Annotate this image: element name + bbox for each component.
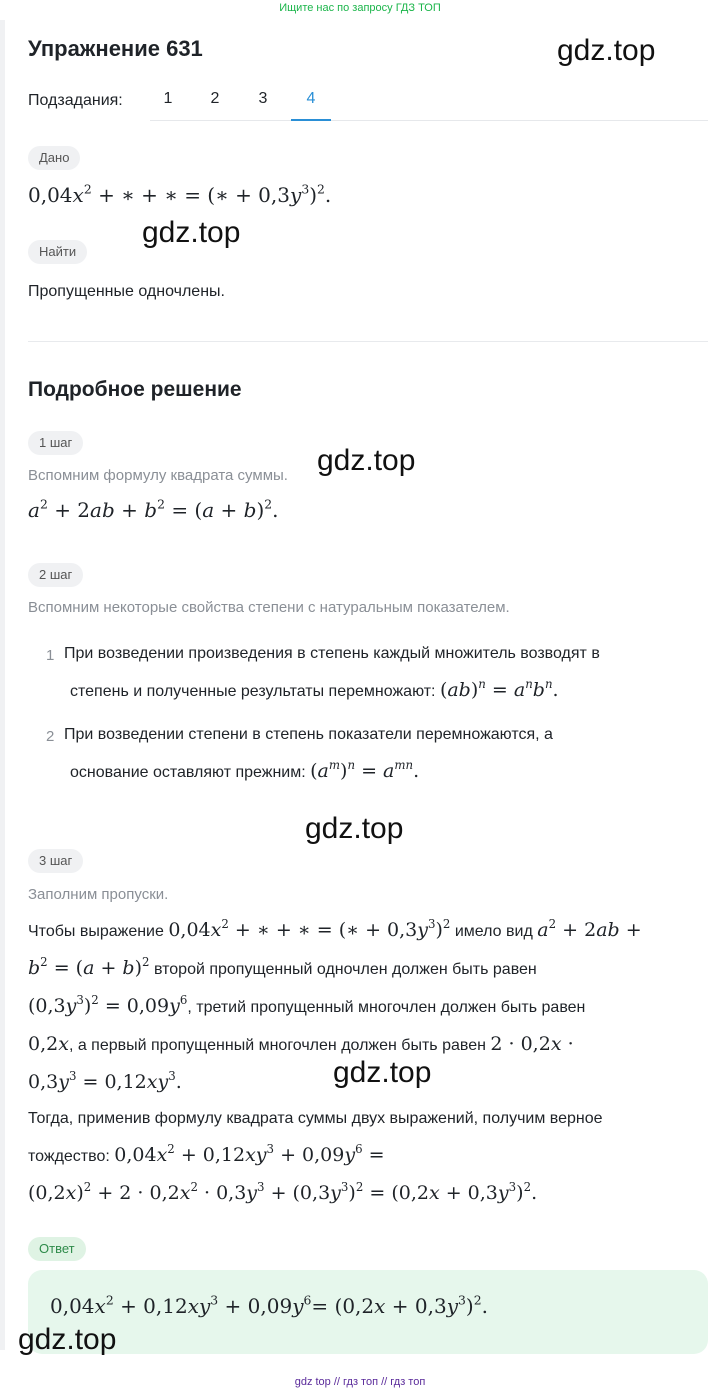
answer-chip: Ответ xyxy=(28,1237,86,1261)
list-item xyxy=(64,636,714,672)
tab-subtask-3[interactable]: 3 xyxy=(258,90,268,107)
step1-hint: Вспомним формулу квадрата суммы. xyxy=(28,467,288,484)
text-fragment: Чтобы выражение xyxy=(28,923,164,940)
footer-links[interactable]: gdz top // гдз топ // гдз топ xyxy=(294,1376,426,1388)
text-fragment: второй пропущенный одночлен должен быть равен xyxy=(153,961,537,978)
watermark: gdz.top xyxy=(142,216,241,249)
text-fragment: Тогда, применив формулу квадрата суммы двух выражений, получим верное xyxy=(28,1110,603,1127)
subtasks-label: Подзадания: xyxy=(28,92,123,109)
watermark: gdz.top xyxy=(305,812,404,845)
list-item-number: 1 xyxy=(46,647,55,664)
top-banner[interactable]: Ищите нас по запросу ГДЗ ТОП xyxy=(279,2,441,14)
text-fragment: , третий пропущенный многочлен должен быть равен xyxy=(187,999,586,1016)
list-item xyxy=(70,672,710,710)
list-item-line2: основание оставляют прежним: xyxy=(70,764,306,781)
list-item-line2: степень и полученные результаты перемножают: xyxy=(70,683,436,700)
tab-subtask-4[interactable]: 4 xyxy=(291,90,331,121)
step2-chip: 2 шаг xyxy=(28,563,83,587)
page-title: Упражнение 631 xyxy=(28,36,203,61)
step3-chip: 3 шаг xyxy=(28,849,83,873)
find-text: Пропущенные одночлены. xyxy=(28,283,225,300)
watermark: gdz.top xyxy=(317,444,416,477)
power-of-power-formula: $(a^m)^n = a^{mn}$. xyxy=(310,757,420,782)
list-item-line1: При возведении степени в степень показатели перемножаются, а xyxy=(64,726,553,743)
subtask-tabs xyxy=(150,84,708,121)
watermark: gdz.top xyxy=(18,1323,117,1356)
step3-conclusion: Тогда, применив формулу квадрата суммы двух выражений, получим верное тождество: $0,04x^2 + 0,12xy^3 + 0,09y^6$ = $(0,2x)^2 + 2 \cdot 0,2x^2 \cdot 0,3y^3 + (0,3y^3)^2 = (0,2x + 0,3y^3)^2$. xyxy=(28,1110,603,1204)
divider xyxy=(28,341,708,342)
list-item-number: 2 xyxy=(46,728,55,745)
left-rule xyxy=(0,20,5,1350)
step2-hint: Вспомним некоторые свойства степени с натуральным показателем. xyxy=(28,599,510,616)
step3-hint: Заполним пропуски. xyxy=(28,886,169,903)
list-item xyxy=(64,717,714,753)
step3-explanation: Чтобы выражение $0,04x^2$ + ∗ + ∗ = (∗ + $0,3y^3)^2$ имело вид $a^2 + 2ab$ + $b^2 = (a + b)^2$ второй пропущенный одночлен должен быть равен $(0,3y^3)^2 = 0,09y^6$, третий пропущенный многочлен должен быть равен 0,2x, а первый пропущенный многочлен должен быть равен 2 · 0,2x · $0,3y^3 = 0,12xy^3$. xyxy=(28,916,642,1093)
tab-subtask-2[interactable]: 2 xyxy=(210,90,220,107)
text-fragment: , а первый пропущенный многочлен должен быть равен xyxy=(68,1037,486,1054)
tab-subtask-1[interactable]: 1 xyxy=(163,90,173,107)
sum-square-formula: $a^2 + 2ab + b^2 = (a + b)^2$. xyxy=(28,496,279,522)
find-chip: Найти xyxy=(28,240,87,264)
watermark: gdz.top xyxy=(333,1056,432,1089)
watermark: gdz.top xyxy=(557,34,656,67)
answer-expression: $0,04x^2 + 0,12xy^3 + 0,09y^6= (0,2x + 0,3y^3)^2$. xyxy=(50,1292,488,1318)
answer-box xyxy=(28,1270,708,1354)
list-item xyxy=(70,753,710,791)
power-of-product-formula: $(ab)^n = a^nb^n$. xyxy=(439,676,559,701)
text-fragment: тождество: xyxy=(28,1148,110,1165)
text-fragment: имело вид xyxy=(454,923,533,940)
given-expression: $0,04x^2$ + ∗ + ∗ = (∗ + $0,3y^3)^2$. xyxy=(28,181,332,207)
solution-title: Подробное решение xyxy=(28,378,242,401)
given-chip: Дано xyxy=(28,146,80,170)
list-item-line1: При возведении произведения в степень каждый множитель возводят в xyxy=(64,645,600,662)
step1-chip: 1 шаг xyxy=(28,431,83,455)
